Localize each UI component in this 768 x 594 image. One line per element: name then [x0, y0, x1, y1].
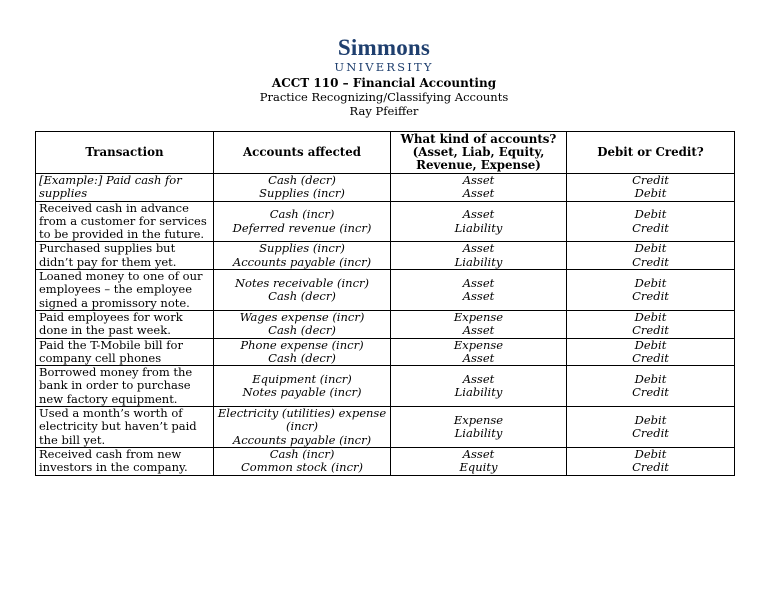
accounts-affected-cell [214, 201, 391, 242]
account-kind-line: Asset [462, 371, 495, 386]
column-header-account-kind: What kind of accounts? (Asset, Liab, Equity, Revenue, Expense) [391, 132, 567, 174]
account-kind-line: Asset [462, 446, 495, 461]
debit-credit-cell [567, 407, 735, 448]
account-kind-line: Expense [453, 309, 504, 324]
accounts-affected-line: Deferred revenue (incr) [232, 220, 372, 235]
debit-credit-cell [567, 174, 735, 202]
debit-credit-cell [567, 270, 735, 311]
account-kind-cell [391, 338, 567, 366]
table-row [36, 270, 735, 311]
accounts-affected-line: Phone expense (incr) [240, 337, 364, 352]
account-kind-line: Asset [462, 241, 495, 256]
debit-credit-cell [567, 366, 735, 407]
debit-credit-line: Credit [632, 460, 669, 475]
debit-credit-line: Credit [632, 173, 669, 187]
debit-credit-line: Debit [634, 241, 667, 256]
account-kind-line: Expense [453, 337, 504, 352]
transaction-cell: [Example:] Paid cash for supplies [36, 174, 214, 202]
logo-name: Simmons [337, 35, 431, 60]
debit-credit-line: Debit [634, 186, 667, 201]
account-kind-cell [391, 310, 567, 338]
transaction-cell: Received cash in advance from a customer for services to be provided in the future. [36, 201, 214, 242]
column-header-accounts-affected: Accounts affected [214, 132, 391, 174]
table-row [36, 174, 735, 202]
debit-credit-line: Credit [632, 425, 669, 440]
accounts-affected-line: Cash (decr) [268, 350, 336, 365]
debit-credit-line: Credit [632, 254, 669, 269]
debit-credit-line: Credit [632, 220, 669, 235]
transaction-cell: Loaned money to one of our employees – the employee signed a promissory note. [36, 270, 214, 311]
accounts-affected-cell [214, 242, 391, 270]
debit-credit-line: Debit [634, 207, 667, 222]
transaction-cell: Borrowed money from the bank in order to purchase new factory equipment. [36, 366, 214, 407]
debit-credit-line: Debit [634, 412, 667, 427]
accounts-affected-cell [214, 366, 391, 407]
accounts-affected-line: Common stock (incr) [240, 460, 364, 475]
table-row [36, 366, 735, 407]
debit-credit-cell [567, 242, 735, 270]
accounts-affected-cell [214, 174, 391, 202]
table-row [36, 242, 735, 270]
course-title: ACCT 110 – Financial Accounting [271, 76, 497, 90]
account-kind-cell [391, 174, 567, 202]
account-kind-line: Liability [454, 220, 503, 235]
accounts-affected-line: Accounts payable (incr) [232, 432, 372, 447]
account-kind-cell [391, 201, 567, 242]
account-kind-line: Liability [454, 385, 503, 400]
accounts-affected-line: Accounts payable (incr) [232, 254, 372, 269]
accounts-affected-line: Cash (incr) [269, 207, 335, 222]
accounts-affected-line: Notes payable (incr) [242, 385, 362, 400]
transaction-cell: Paid the T-Mobile bill for company cell phones [36, 338, 214, 366]
table-row [36, 407, 735, 448]
account-kind-cell [391, 270, 567, 311]
account-kind-line: Asset [462, 173, 495, 187]
accounts-affected-line: Electricity (utilities) expense (incr) [217, 406, 387, 434]
accounts-affected-cell [214, 270, 391, 311]
document-topic: Practice Recognizing/Classifying Accounts [259, 90, 509, 104]
account-kind-line: Asset [462, 323, 495, 338]
table-row [36, 447, 735, 475]
table-body [36, 174, 735, 476]
table-row [36, 201, 735, 242]
logo-subtitle: UNIVERSITY [334, 60, 434, 74]
table-row [36, 310, 735, 338]
accounts-affected-cell [214, 338, 391, 366]
accounts-affected-line: Equipment (incr) [252, 371, 352, 386]
debit-credit-line: Credit [632, 289, 669, 304]
column-header-transaction: Transaction [36, 132, 214, 174]
account-kind-line: Expense [453, 412, 504, 427]
transaction-cell: Used a month’s worth of electricity but haven’t paid the bill yet. [36, 407, 214, 448]
account-kind-line: Asset [462, 289, 495, 304]
debit-credit-line: Debit [634, 337, 667, 352]
account-kind-line: Asset [462, 275, 495, 290]
accounts-affected-line: Cash (decr) [268, 289, 336, 304]
accounts-affected-cell [214, 310, 391, 338]
accounts-affected-cell [214, 407, 391, 448]
transaction-cell: Paid employees for work done in the past week. [36, 310, 214, 338]
debit-credit-line: Debit [634, 371, 667, 386]
debit-credit-cell [567, 447, 735, 475]
debit-credit-line: Credit [632, 323, 669, 338]
accounts-affected-line: Supplies (incr) [259, 186, 345, 201]
university-logo [0, 36, 768, 74]
account-kind-line: Equity [459, 460, 498, 475]
account-kind-cell [391, 407, 567, 448]
account-kind-line: Liability [454, 425, 503, 440]
column-header-debit-credit: Debit or Credit? [567, 132, 735, 174]
accounts-affected-line: Cash (incr) [269, 446, 335, 461]
transaction-cell: Received cash from new investors in the company. [36, 447, 214, 475]
debit-credit-line: Credit [632, 350, 669, 365]
accounts-affected-line: Cash (decr) [268, 323, 336, 338]
debit-credit-line: Debit [634, 275, 667, 290]
account-kind-cell [391, 242, 567, 270]
accounts-affected-line: Notes receivable (incr) [234, 275, 370, 290]
account-kind-cell [391, 447, 567, 475]
accounts-affected-cell [214, 447, 391, 475]
account-kind-line: Asset [462, 186, 495, 201]
debit-credit-line: Credit [632, 385, 669, 400]
debit-credit-line: Debit [634, 309, 667, 324]
debit-credit-cell [567, 310, 735, 338]
accounts-table [35, 131, 735, 476]
table-row [36, 338, 735, 366]
table-header-row [36, 132, 735, 174]
accounts-affected-line: Wages expense (incr) [239, 309, 365, 324]
debit-credit-line: Debit [634, 446, 667, 461]
accounts-affected-line: Cash (decr) [268, 173, 336, 187]
document-header [0, 76, 768, 118]
account-kind-line: Asset [462, 207, 495, 222]
author-name: Ray Pfeiffer [349, 104, 419, 118]
debit-credit-cell [567, 338, 735, 366]
account-kind-cell [391, 366, 567, 407]
debit-credit-cell [567, 201, 735, 242]
account-kind-line: Asset [462, 350, 495, 365]
accounts-affected-line: Supplies (incr) [259, 241, 345, 256]
account-kind-line: Liability [454, 254, 503, 269]
transaction-cell: Purchased supplies but didn’t pay for them yet. [36, 242, 214, 270]
